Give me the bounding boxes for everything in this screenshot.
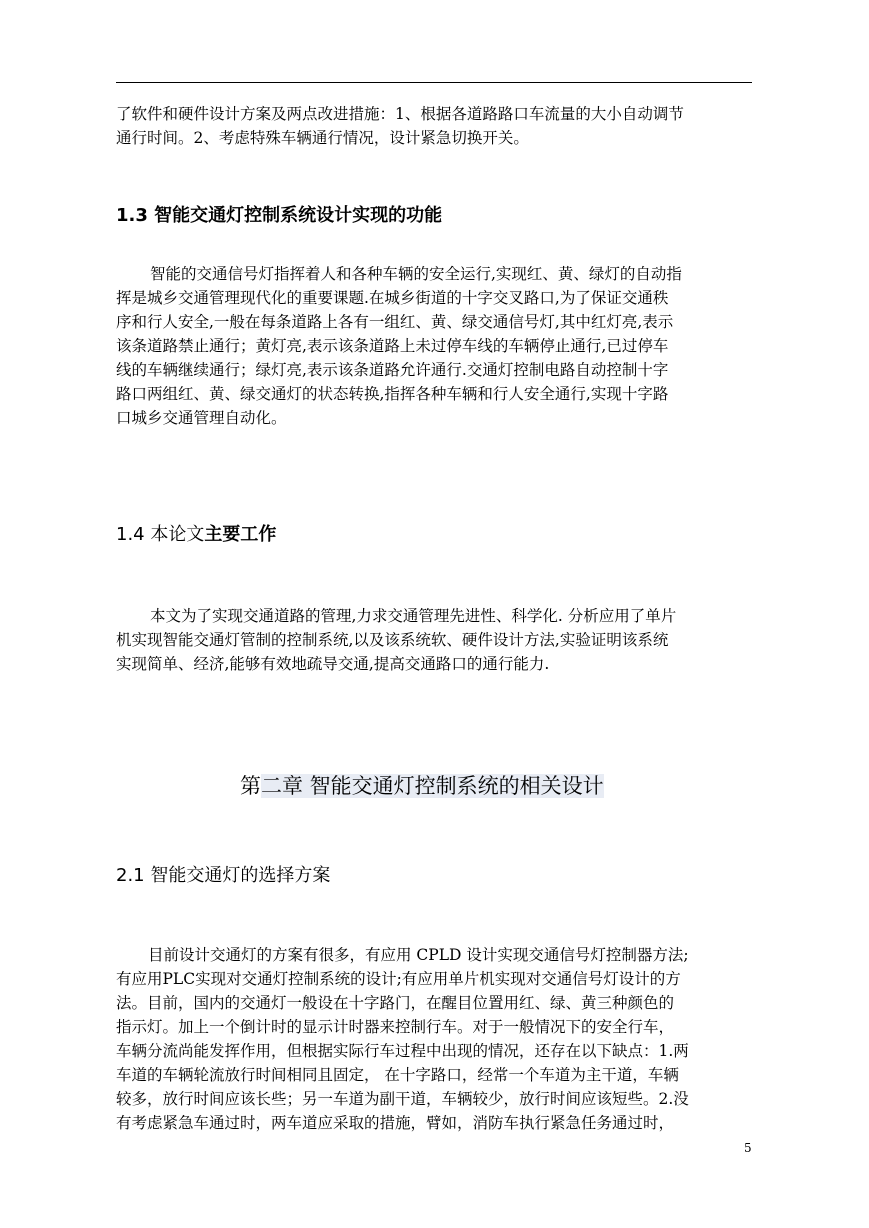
paragraph-line: 车道的车辆轮流放行时间相同且固定， 在十字路口，经常一个车道为主干道，车辆	[116, 1066, 679, 1084]
paragraph-line: 该条道路禁止通行；黄灯亮,表示该条道路上未过停车线的车辆停止通行,已过停车	[116, 337, 669, 355]
section-heading-text: 2.1 智能交通灯的选择方案	[116, 865, 331, 886]
section-heading-prefix: 1.4 本论文	[116, 524, 205, 545]
paragraph-line: 通行时间。2、考虑特殊车辆通行情况，设计紧急切换开关。	[116, 129, 529, 147]
section-heading-1-4	[116, 523, 276, 547]
paragraph-line: 了软件和硬件设计方案及两点改进措施：1、根据各道路路口车流量的大小自动调节	[116, 105, 684, 123]
section-heading-text: 1.3 智能交通灯控制系统设计实现的功能	[116, 205, 443, 226]
section-1-4-paragraph	[116, 604, 756, 676]
paragraph-line: 智能的交通信号灯指挥着人和各种车辆的安全运行,实现红、黄、绿灯的自动指	[150, 265, 682, 283]
paragraph-line: 较多，放行时间应该长些；另一车道为副干道，车辆较少，放行时间应该短些。2.没	[116, 1090, 689, 1108]
paragraph-line: 序和行人安全,一般在每条道路上各有一组红、黄、绿交通信号灯,其中红灯亮,表示	[116, 313, 674, 331]
paragraph-line: 有应用PLC实现对交通灯控制系统的设计;有应用单片机实现对交通信号灯设计的方	[116, 970, 681, 988]
chapter-title-highlight: 二章 智能交通灯控制系统的相关设计	[261, 774, 604, 798]
page-number: 5	[744, 1141, 752, 1155]
header-rule	[116, 82, 752, 83]
paragraph-line: 本文为了实现交通道路的管理,力求交通管理先进性、科学化. 分析应用了单片	[150, 607, 677, 625]
paragraph-line: 口城乡交通管理自动化。	[116, 409, 287, 427]
paragraph-line: 法。目前，国内的交通灯一般设在十字路门，在醒目位置用红、绿、黄三种颜色的	[116, 994, 675, 1012]
paragraph-line: 指示灯。加上一个倒计时的显示计时器来控制行车。对于一般情况下的安全行车，	[116, 1018, 675, 1036]
section-2-1-paragraph	[116, 943, 756, 1135]
paragraph-line: 挥是城乡交通管理现代化的重要课题.在城乡街道的十字交叉路口,为了保证交通秩	[116, 289, 669, 307]
section-heading-1-3	[116, 204, 442, 228]
chapter-title	[240, 771, 604, 801]
paragraph-line: 车辆分流尚能发挥作用，但根据实际行车过程中出现的情况，还存在以下缺点：1.两	[116, 1042, 689, 1060]
chapter-title-prefix: 第	[240, 774, 261, 798]
section-1-3-paragraph	[116, 262, 756, 430]
paragraph-line: 路口两组红、黄、绿交通灯的状态转换,指挥各种车辆和行人安全通行,实现十字路	[116, 385, 669, 403]
paragraph-line: 有考虑紧急车通过时，两车道应采取的措施，臂如，消防车执行紧急任务通过时，	[116, 1114, 675, 1132]
intro-paragraph	[116, 102, 756, 150]
paragraph-line: 目前设计交通灯的方案有很多，有应用 CPLD 设计实现交通信号灯控制器方法;	[148, 946, 689, 964]
paragraph-line: 线的车辆继续通行；绿灯亮,表示该条道路允许通行.交通灯控制电路自动控制十字	[116, 361, 669, 379]
paragraph-line: 机实现智能交通灯管制的控制系统,以及该系统软、硬件设计方法,实验证明该系统	[116, 631, 669, 649]
section-heading-2-1	[116, 864, 330, 888]
paragraph-line: 实现简单、经济,能够有效地疏导交通,提高交通路口的通行能力.	[116, 655, 550, 673]
section-heading-strong: 主要工作	[204, 524, 277, 545]
